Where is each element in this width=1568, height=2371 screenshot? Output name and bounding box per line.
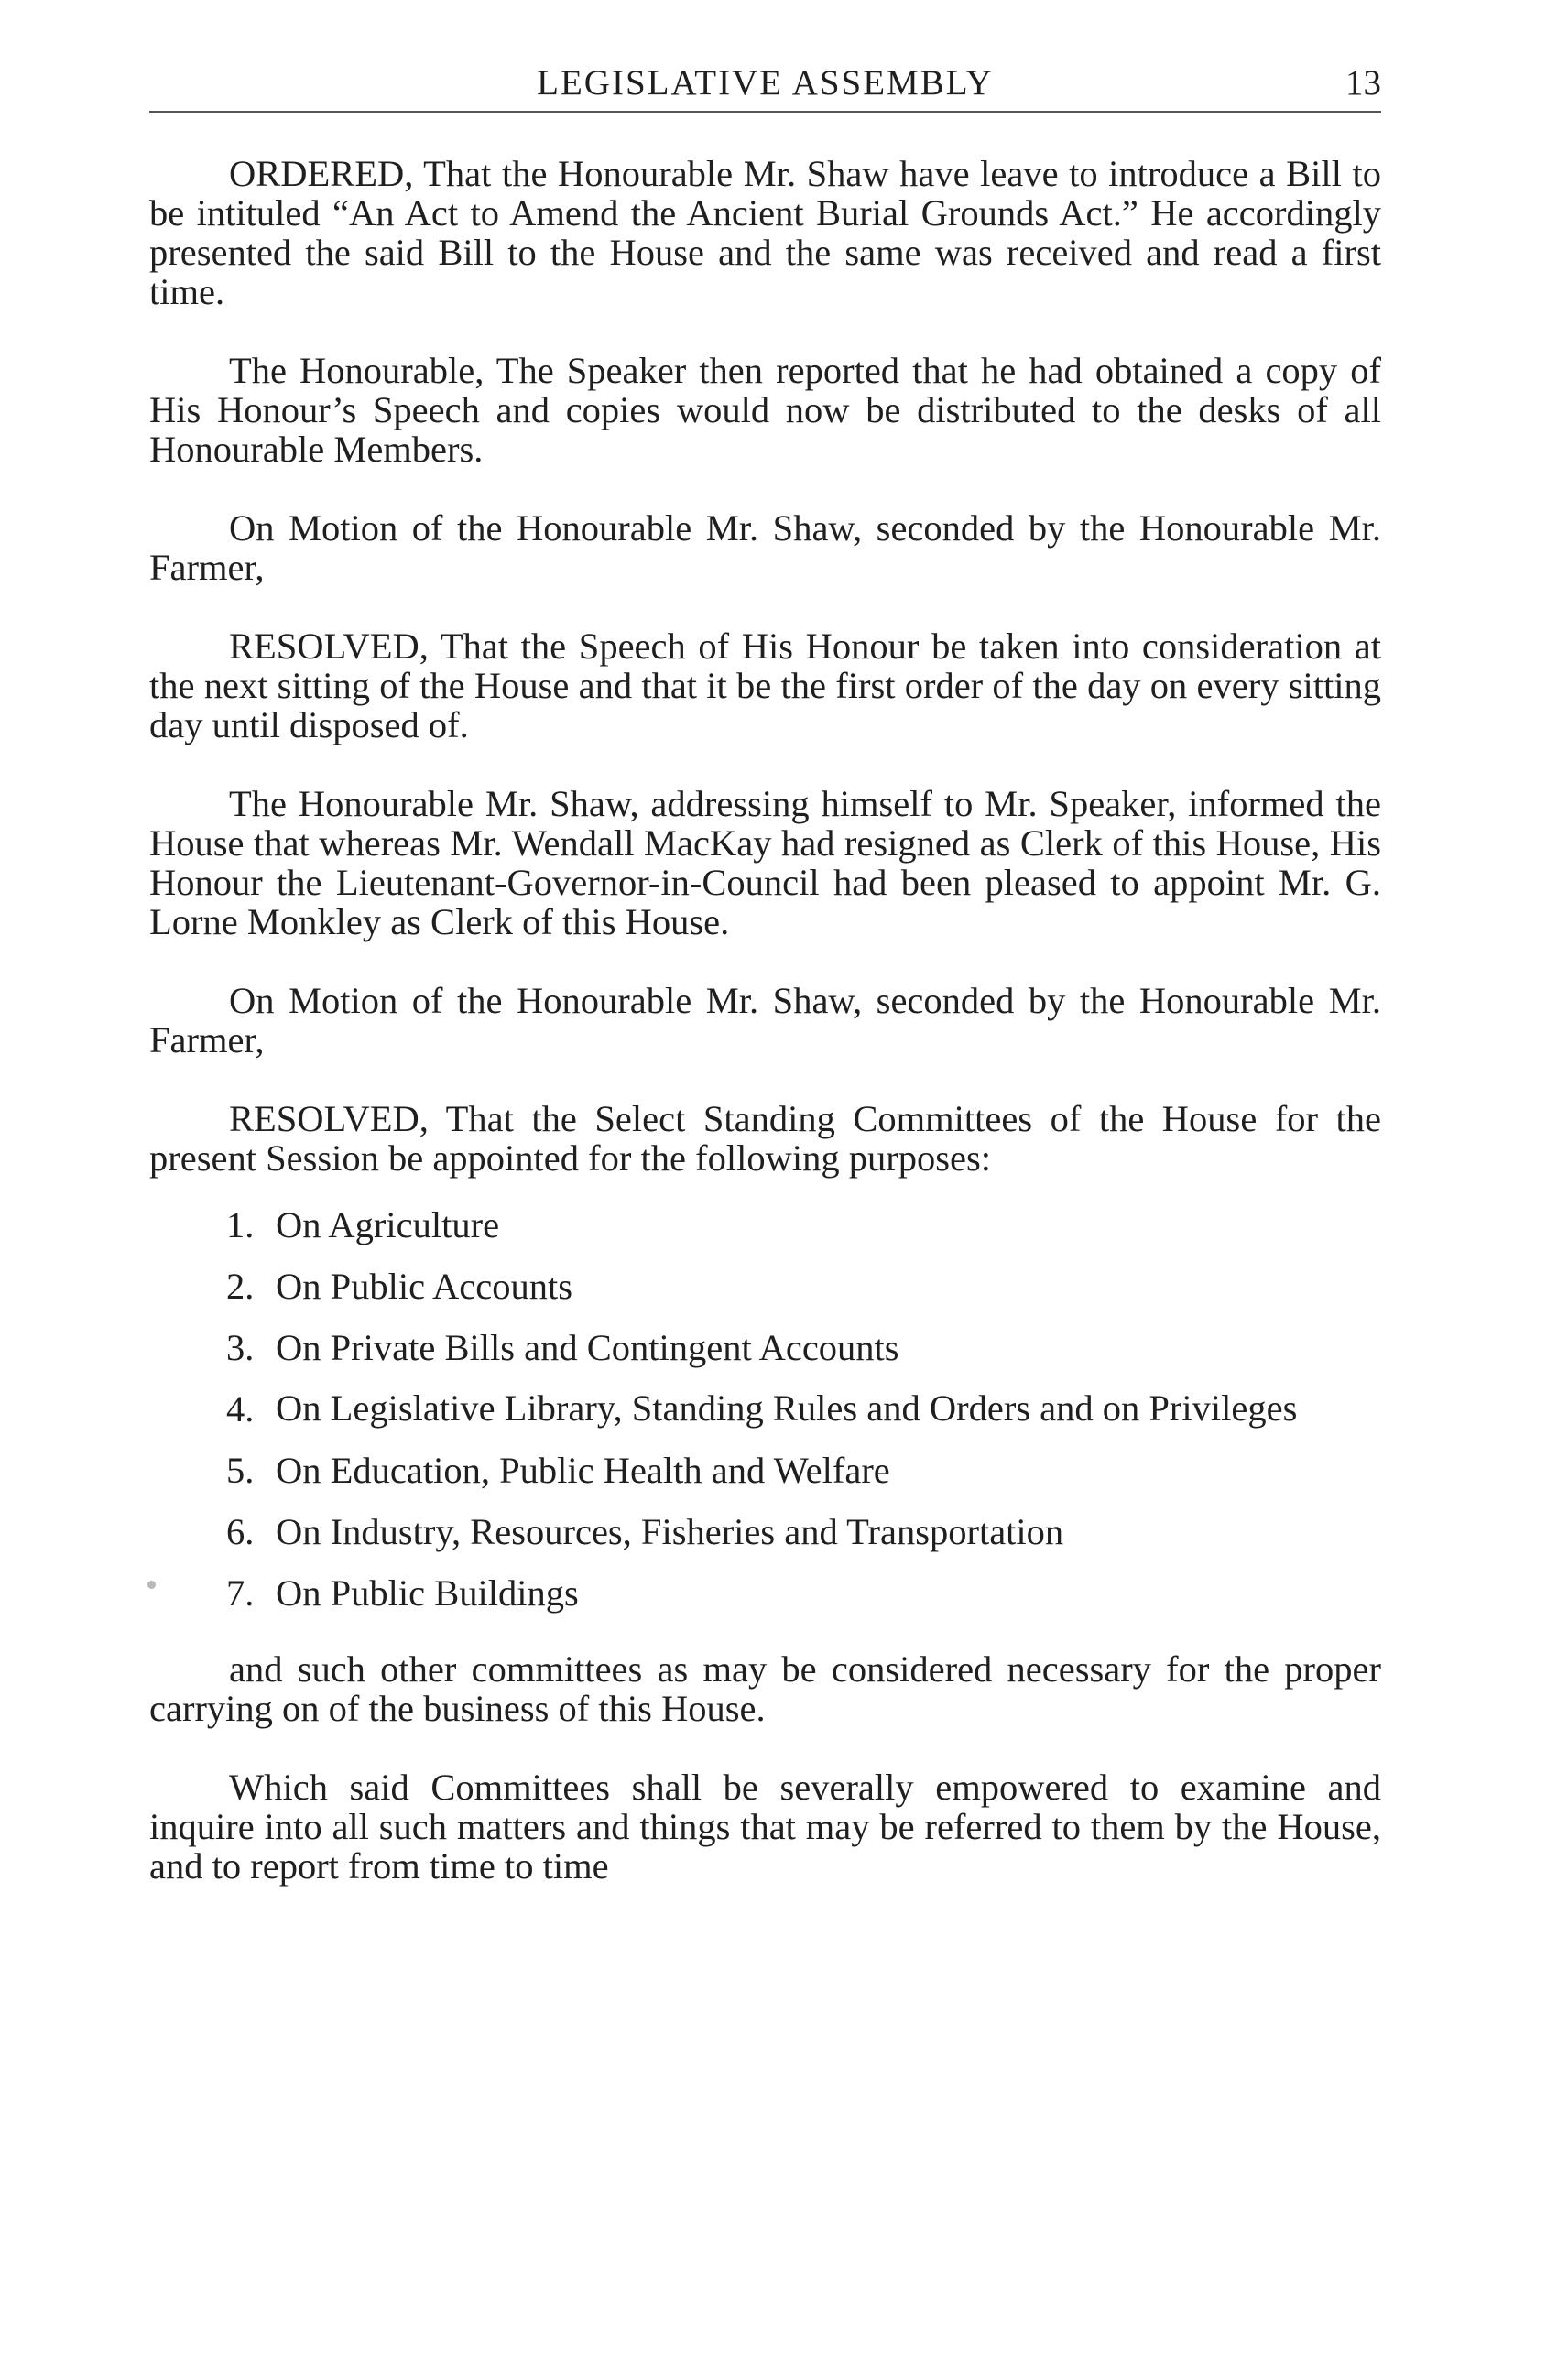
list-item bbox=[226, 1267, 1381, 1306]
paragraph-clerk-appointment: The Honourable Mr. Shaw, addressing himself to Mr. Speaker, informed the House that whereas Mr. Wendall MacKay had resigned as Clerk of this House, His Honour the Lieutenant-Governor-in-Council had been pleased to appoint Mr. G. Lorne Monkley as Clerk of this House. bbox=[149, 783, 1381, 942]
list-item bbox=[226, 1451, 1381, 1490]
paragraph-resolved-committees: RESOLVED, That the Select Standing Committees of the House for the present Session be appointed for the following purposes: bbox=[149, 1098, 1381, 1179]
header-rule bbox=[149, 111, 1381, 113]
list-item-number: 4. bbox=[226, 1388, 255, 1430]
running-title: LEGISLATIVE ASSEMBLY bbox=[537, 63, 994, 103]
list-item-number: 6. bbox=[226, 1511, 255, 1552]
list-item-number: 5. bbox=[226, 1450, 255, 1491]
list-item bbox=[226, 1389, 1381, 1429]
committee-list bbox=[149, 1205, 1381, 1613]
list-item bbox=[226, 1328, 1381, 1367]
list-item-text: On Industry, Resources, Fisheries and Transportation bbox=[276, 1511, 1064, 1552]
ink-speck bbox=[147, 1581, 156, 1589]
running-header bbox=[149, 62, 1381, 112]
list-item-text: On Private Bills and Contingent Accounts bbox=[276, 1327, 899, 1368]
list-item-text: On Legislative Library, Standing Rules and Orders and on Privileges bbox=[276, 1387, 1298, 1429]
list-item-number: 7. bbox=[226, 1572, 255, 1614]
list-item-text: On Agriculture bbox=[276, 1204, 500, 1245]
list-item bbox=[226, 1512, 1381, 1551]
paragraph-motion-committees: On Motion of the Honourable Mr. Shaw, seconded by the Honourable Mr. Farmer, bbox=[149, 980, 1381, 1060]
list-item bbox=[226, 1205, 1381, 1245]
paragraph-ordered-bill: ORDERED, That the Honourable Mr. Shaw have leave to introduce a Bill to be intituled “An Act to Amend the Ancient Burial Grounds Act.” He accordingly presented the said Bill to the House and the same was received and read a first time. bbox=[149, 153, 1381, 312]
paragraph-committee-powers: Which said Committees shall be severally empowered to examine and inquire into all such matters and things that may be referred to them by the House, and to report from time to time bbox=[149, 1767, 1381, 1887]
list-item-text: On Public Buildings bbox=[276, 1572, 579, 1614]
paragraph-other-committees: and such other committees as may be considered necessary for the proper carrying on of the business of this House. bbox=[149, 1648, 1381, 1729]
paragraph-speaker-report: The Honourable, The Speaker then reported that he had obtained a copy of His Honour’s Speech and copies would now be distributed to the desks of all Honourable Members. bbox=[149, 350, 1381, 470]
list-item-text: On Public Accounts bbox=[276, 1266, 572, 1307]
paragraph-resolved-speech: RESOLVED, That the Speech of His Honour be taken into consideration at the next sitting of the House and that it be the first order of the day on every sitting day until disposed of. bbox=[149, 625, 1381, 745]
list-item-number: 3. bbox=[226, 1327, 255, 1368]
list-item bbox=[226, 1573, 1381, 1613]
paragraph-motion-speech: On Motion of the Honourable Mr. Shaw, seconded by the Honourable Mr. Farmer, bbox=[149, 507, 1381, 588]
list-item-text: On Education, Public Health and Welfare bbox=[276, 1450, 890, 1491]
list-item-number: 1. bbox=[226, 1204, 255, 1245]
list-item-number: 2. bbox=[226, 1266, 255, 1307]
body-text bbox=[149, 154, 1381, 1925]
page-number: 13 bbox=[1345, 63, 1381, 103]
